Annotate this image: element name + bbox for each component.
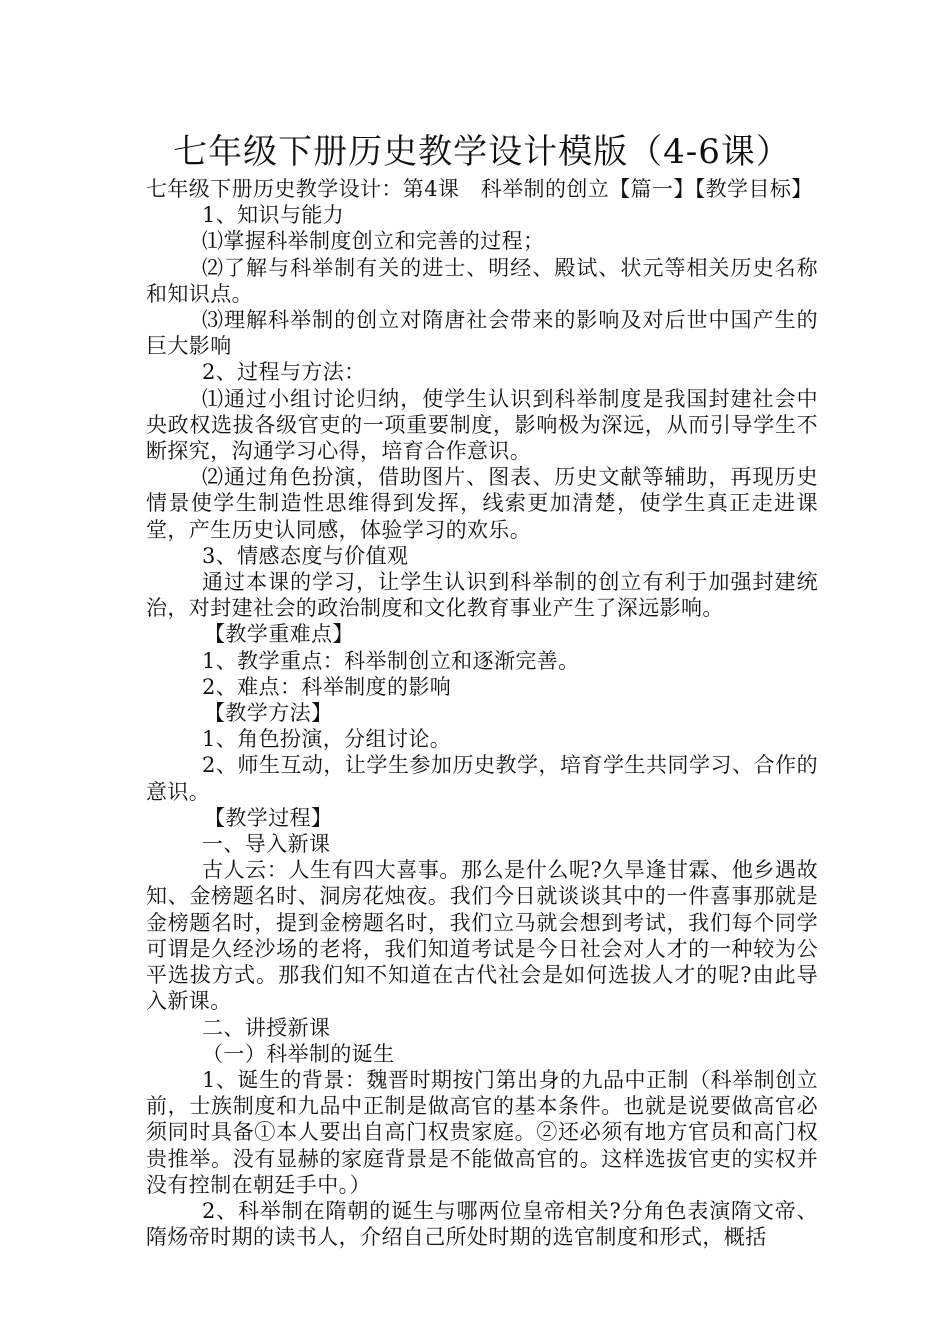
paragraph: 1、诞生的背景：魏晋时期按门第出身的九品中正制（科举制创立前，士族制度和九品中正制是做高官的基本条件。也就是说要做高官必须同时具备①本人要出自高门权贵家庭。②还必须有地方官员和高门权贵推举。没有显赫的家庭背景是不能做高官的。这样选拔官吏的实权并没有控制在朝廷手中。） <box>146 1067 818 1197</box>
paragraph: 通过本课的学习，让学生认识到科举制的创立有利于加强封建统治，对封建社会的政治制度和文化教育事业产生了深远影响。 <box>146 570 818 621</box>
paragraph: 2、师生互动，让学生参加历史教学，培育学生共同学习、合作的意识。 <box>146 753 818 804</box>
paragraph: 【教学重难点】 <box>204 622 354 647</box>
document-page <box>146 128 818 1250</box>
paragraph: 1、教学重点：科举制创立和逐渐完善。 <box>202 648 580 673</box>
paragraph: 2、科举制在隋朝的诞生与哪两位皇帝相关?分角色表演隋文帝、隋炀帝时期的读书人，介绍自己所处时期的选官制度和形式，概括 <box>146 1198 818 1250</box>
paragraph: 二、讲授新课 <box>202 1015 331 1040</box>
paragraph: ⑵了解与科举制有关的进士、明经、殿试、状元等相关历史名称和知识点。 <box>146 255 818 306</box>
paragraph: （一）科举制的诞生 <box>202 1041 395 1066</box>
paragraph: 1、知识与能力 <box>202 203 345 228</box>
paragraph: ⑶理解科举制的创立对隋唐社会带来的影响及对后世中国产生的巨大影响 <box>146 308 818 359</box>
paragraph: 【教学方法】 <box>204 701 333 726</box>
paragraph: ⑴通过小组讨论归纳，使学生认识到科举制度是我国封建社会中央政权选拔各级官吏的一项重要制度，影响极为深远，从而引导学生不断探究，沟通学习心得，培育合作意识。 <box>146 386 818 464</box>
paragraph: 【教学过程】 <box>204 805 333 830</box>
document-title: 七年级下册历史教学设计模版（4-6课） <box>173 132 791 172</box>
paragraph: 古人云：人生有四大喜事。那么是什么呢?久旱逢甘霖、他乡遇故知、金榜题名时、洞房花烛夜。我们今日就谈谈其中的一件喜事那就是金榜题名时，提到金榜题名时，我们立马就会想到考试，我们每个同学可谓是久经沙场的老将，我们知道考试是今日社会对人才的一种较为公平选拔方式。那我们知不知道在古代社会是如何选拔人才的呢?由此导入新课。 <box>146 858 818 1014</box>
paragraph: 2、过程与方法： <box>202 360 366 385</box>
paragraph: 3、情感态度与价值观 <box>202 543 409 568</box>
paragraph: 一、导入新课 <box>202 832 331 857</box>
document-body <box>146 176 818 1250</box>
paragraph: 1、角色扮演，分组讨论。 <box>202 727 452 752</box>
paragraph: 2、难点：科举制度的影响 <box>202 674 452 699</box>
paragraph: 七年级下册历史教学设计：第4课 科举制的创立【篇一】【教学目标】 <box>146 177 813 201</box>
paragraph: ⑴掌握科举制度创立和完善的过程； <box>202 229 545 254</box>
paragraph: ⑵通过角色扮演，借助图片、图表、历史文献等辅助，再现历史情景使学生制造性思维得到发挥，线索更加清楚，使学生真正走进课堂，产生历史认同感，体验学习的欢乐。 <box>146 465 818 542</box>
